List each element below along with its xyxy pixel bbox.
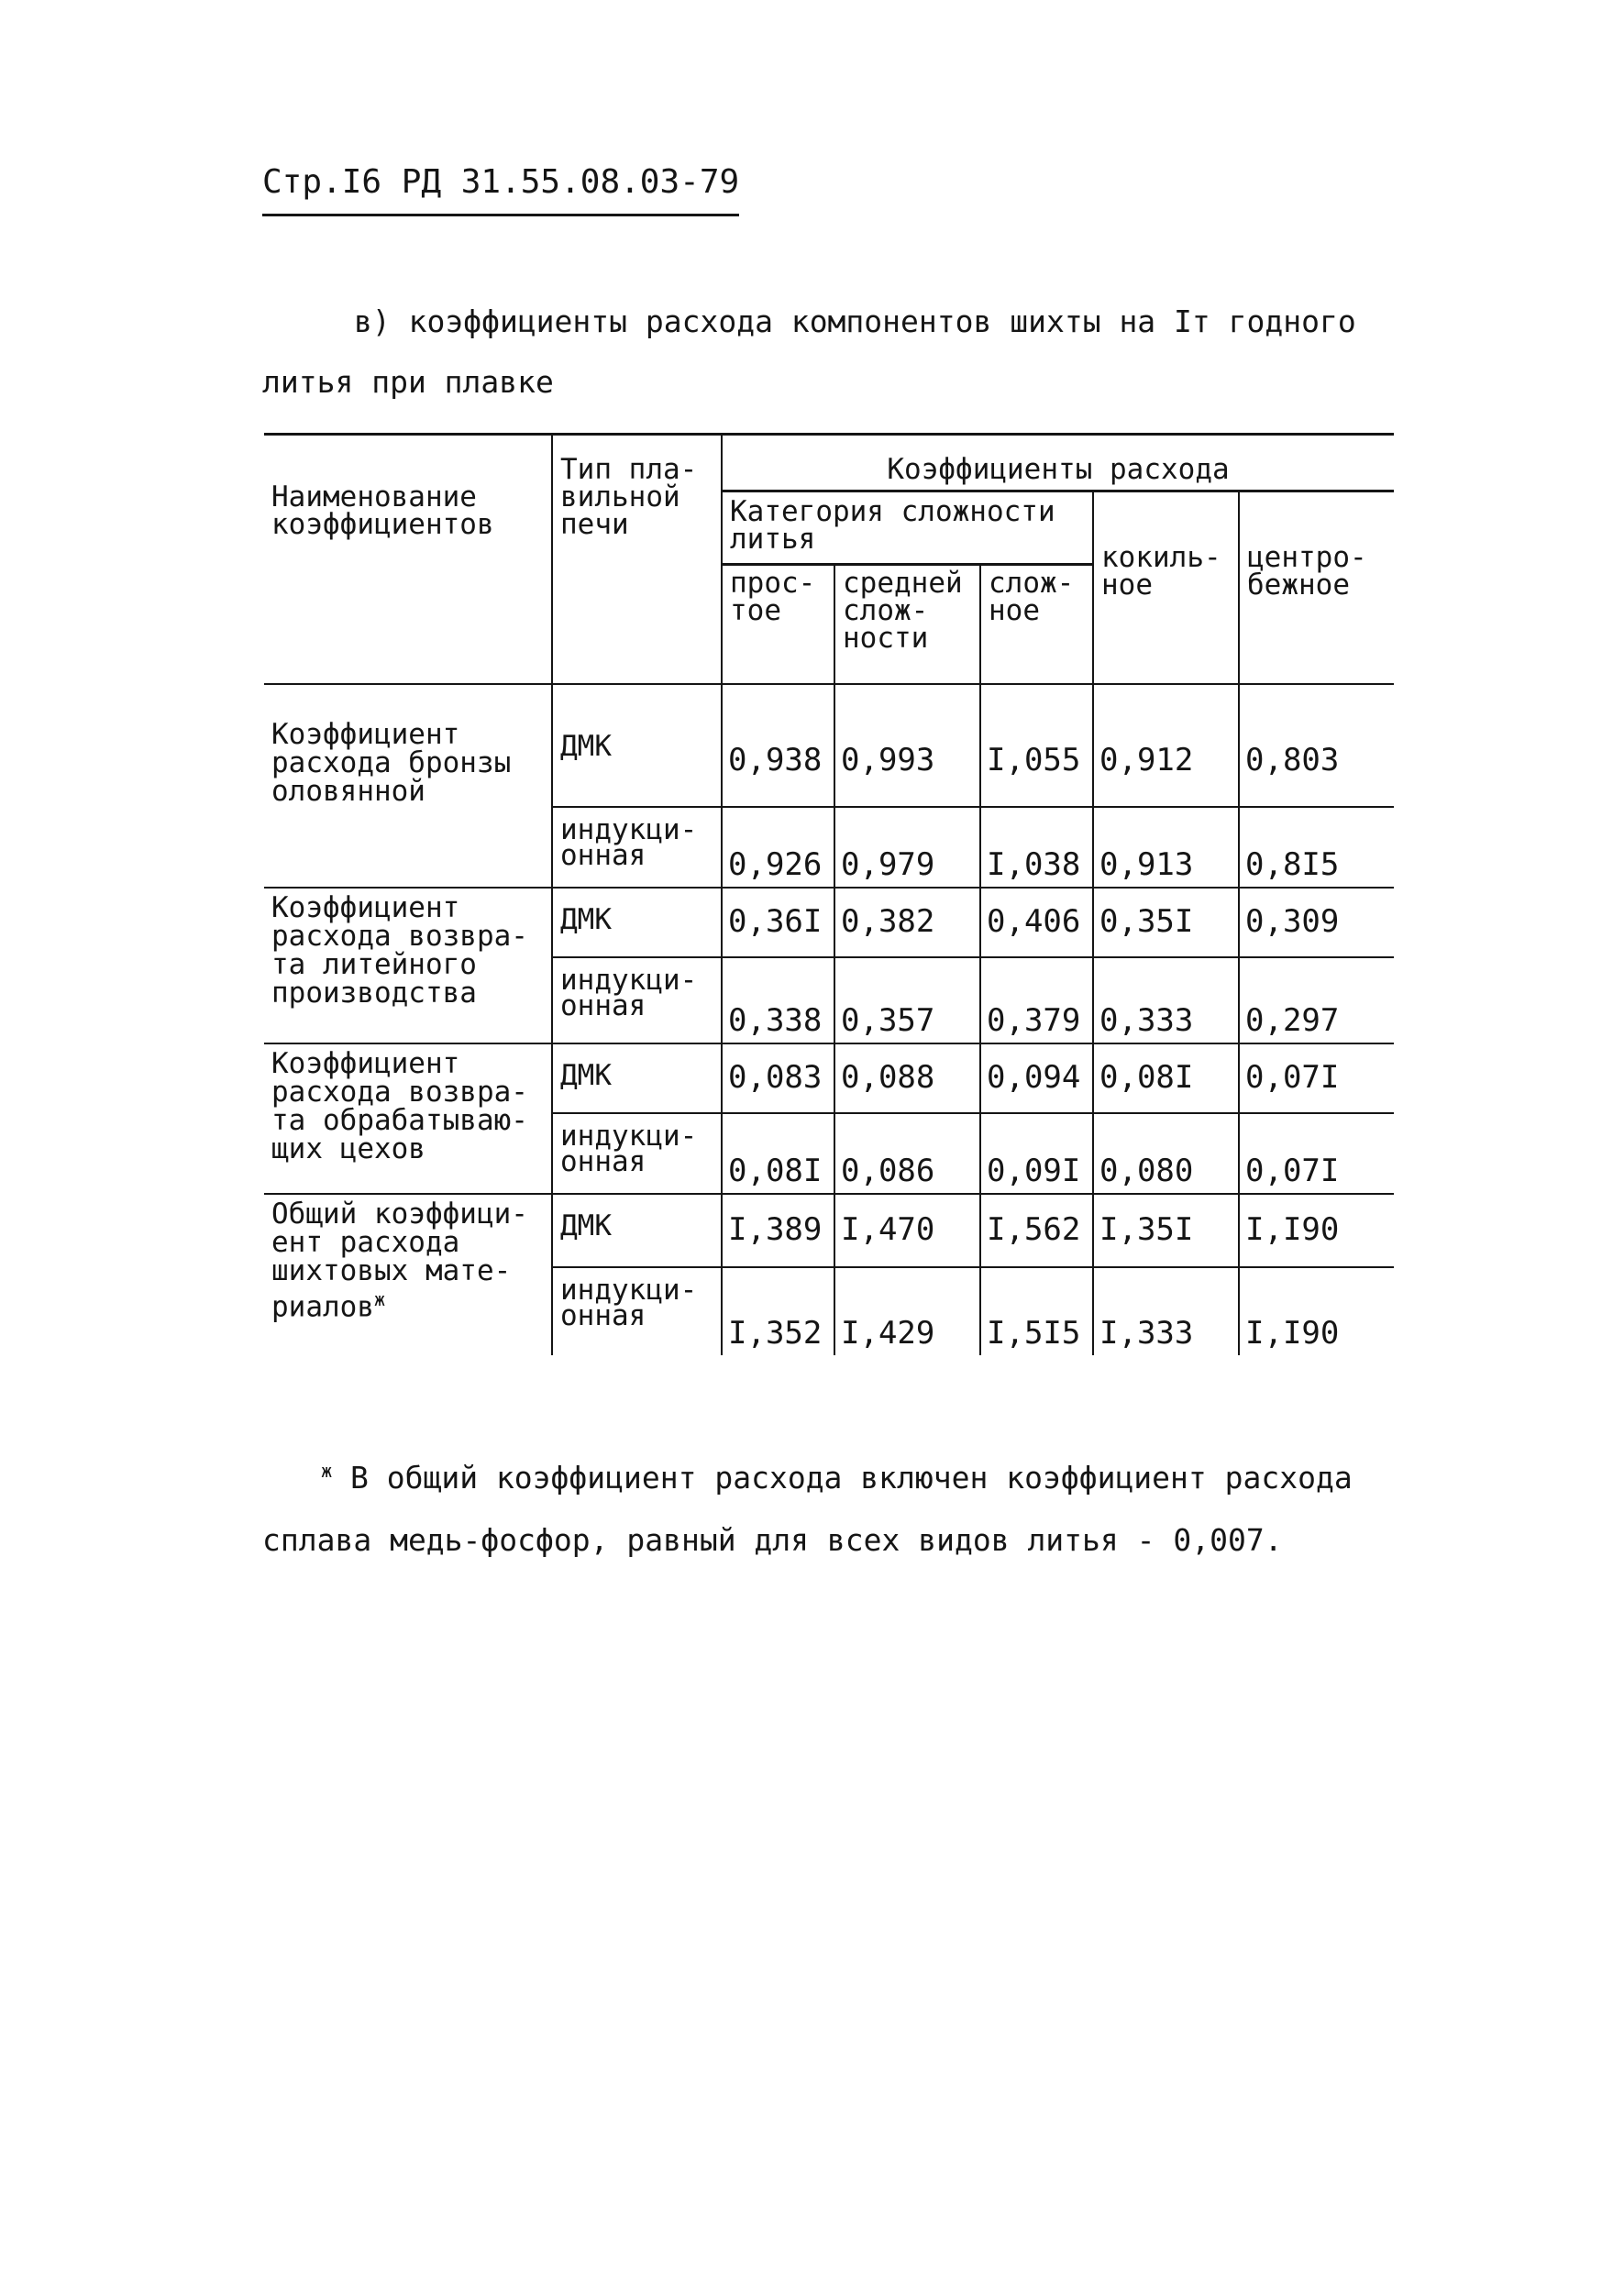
coefficient-value: I,038 — [980, 807, 1093, 888]
coefficient-value: 0,094 — [980, 1043, 1093, 1113]
coefficient-value: 0,083 — [722, 1043, 834, 1113]
coefficient-value: I,I90 — [1239, 1194, 1394, 1267]
coefficient-value: 0,338 — [722, 957, 834, 1043]
header-complexity: Категория сложности литья — [722, 491, 1093, 565]
coefficient-value: 0,406 — [980, 888, 1093, 957]
table-row — [264, 1194, 1394, 1267]
coefficient-value: I,562 — [980, 1194, 1093, 1267]
coefficient-name — [264, 1194, 552, 1355]
coefficient-value: I,333 — [1093, 1267, 1239, 1355]
furnace-type: ДМК — [552, 1043, 722, 1113]
coefficient-value: 0,979 — [834, 807, 980, 888]
coefficient-value: 0,309 — [1239, 888, 1394, 957]
coefficient-value: 0,379 — [980, 957, 1093, 1043]
header-furnace: Тип пла- вильной печи — [552, 435, 722, 684]
coefficient-value: I,352 — [722, 1267, 834, 1355]
coefficient-value: 0,07I — [1239, 1043, 1394, 1113]
footnote-line-2: сплава медь-фосфор, равный для всех видов литья - 0,007. — [262, 1522, 1283, 1558]
coefficient-value: 0,912 — [1093, 715, 1239, 807]
coefficient-value: 0,07I — [1239, 1113, 1394, 1194]
coefficient-name-text: Коэффициент расхода возвра- та литейного производства — [271, 890, 528, 1010]
coefficient-value: 0,333 — [1093, 957, 1239, 1043]
furnace-type: ДМК — [552, 1194, 722, 1267]
coefficient-value: 0,08I — [722, 1113, 834, 1194]
coefficient-name-text: Коэффициент расхода бронзы оловянной — [271, 717, 512, 808]
table-row — [264, 1043, 1394, 1113]
coefficient-name-text: Коэффициент расхода возвра- та обрабатываю- щих цехов — [271, 1046, 528, 1165]
header-centrifugal: центро- бежное — [1239, 491, 1394, 684]
header-complex: слож- ное — [980, 565, 1093, 684]
footnote-line-1: В общий коэффициент расхода включен коэффициент расхода — [350, 1460, 1353, 1496]
coefficient-value: 0,36I — [722, 888, 834, 957]
coefficient-value: 0,938 — [722, 715, 834, 807]
furnace-type: ДМК — [552, 888, 722, 957]
furnace-type: ДМК — [552, 715, 722, 807]
table-row — [264, 715, 1394, 807]
coefficient-value: I,389 — [722, 1194, 834, 1267]
coefficient-value: I,055 — [980, 715, 1093, 807]
coefficient-value: I,35I — [1093, 1194, 1239, 1267]
coefficient-value: 0,8I5 — [1239, 807, 1394, 888]
coefficient-value: 0,382 — [834, 888, 980, 957]
intro-line-2: литья при плавке — [262, 364, 554, 400]
coefficient-value: 0,803 — [1239, 715, 1394, 807]
coefficient-value: I,470 — [834, 1194, 980, 1267]
coefficient-value: I,I90 — [1239, 1267, 1394, 1355]
coefficient-name — [264, 715, 552, 888]
coefficient-value: 0,09I — [980, 1113, 1093, 1194]
coefficient-value: 0,35I — [1093, 888, 1239, 957]
coefficient-value: 0,080 — [1093, 1113, 1239, 1194]
page-header: Стр.I6 РД 31.55.08.03-79 — [262, 163, 739, 216]
coefficients-table — [264, 433, 1394, 1355]
header-chill: кокиль- ное — [1093, 491, 1239, 684]
table-row — [264, 888, 1394, 957]
coefficient-value: I,5I5 — [980, 1267, 1093, 1355]
header-medium: средней слож- ности — [834, 565, 980, 684]
coefficients-table-wrapper — [264, 433, 1394, 1355]
furnace-type: индукци- онная — [552, 1113, 722, 1194]
header-coefficients: Коэффициенты расхода — [722, 435, 1394, 491]
furnace-type: индукци- онная — [552, 1267, 722, 1355]
coefficient-value: 0,913 — [1093, 807, 1239, 888]
coefficient-value: 0,088 — [834, 1043, 980, 1113]
table-body — [264, 715, 1394, 1355]
intro-line-1: в) коэффициенты расхода компонентов шихты на Iт годного — [354, 304, 1356, 339]
coefficient-value: 0,926 — [722, 807, 834, 888]
furnace-type: индукци- онная — [552, 957, 722, 1043]
coefficient-value: I,429 — [834, 1267, 980, 1355]
footnote — [262, 1440, 1436, 1572]
header-name: Наименование коэффициентов — [264, 435, 552, 684]
coefficient-value: 0,297 — [1239, 957, 1394, 1043]
header-simple: прос- тое — [722, 565, 834, 684]
coefficient-value: 0,357 — [834, 957, 980, 1043]
coefficient-value: 0,086 — [834, 1113, 980, 1194]
coefficient-value: 0,08I — [1093, 1043, 1239, 1113]
furnace-type: индукци- онная — [552, 807, 722, 888]
coefficient-name — [264, 1043, 552, 1194]
coefficient-value: 0,993 — [834, 715, 980, 807]
coefficient-name-text: Общий коэффици- ент расхода шихтовых мате- риалов — [271, 1197, 528, 1323]
coefficient-name — [264, 888, 552, 1043]
intro-text — [262, 292, 1390, 413]
footnote-reference-mark: ж — [373, 1287, 386, 1310]
footnote-mark: ж — [321, 1460, 333, 1482]
